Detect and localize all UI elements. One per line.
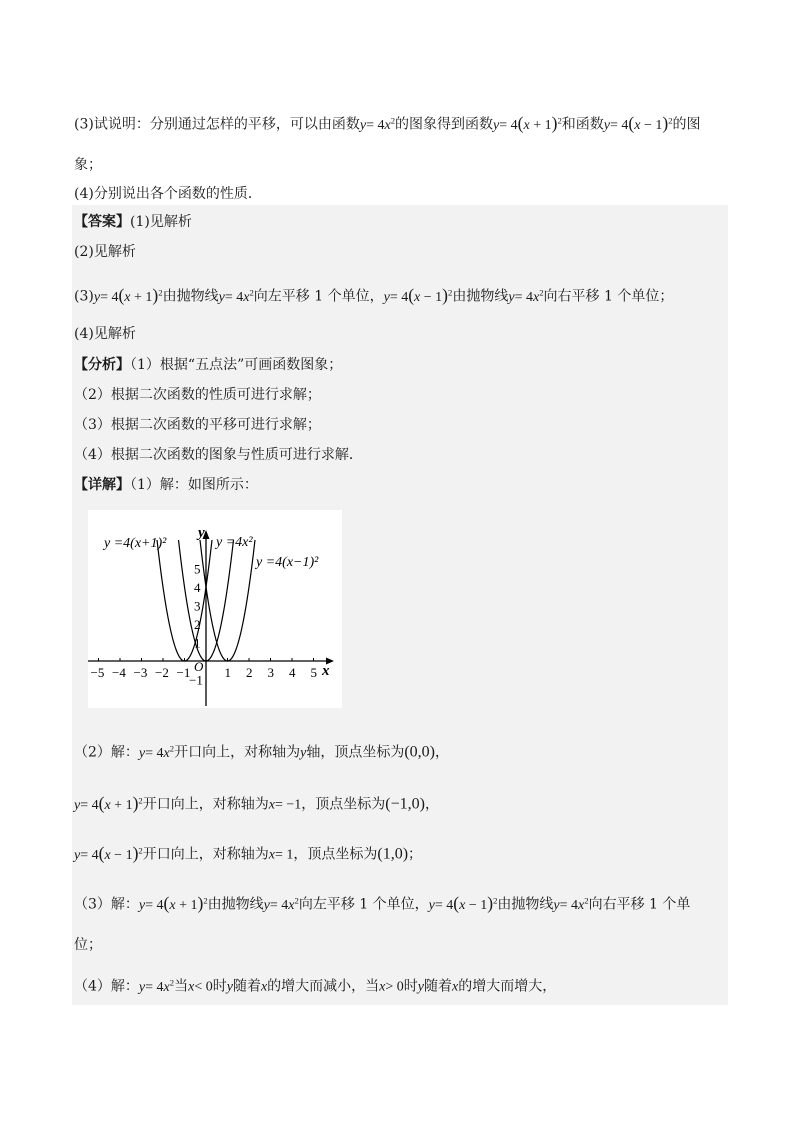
sol4-text-3: 随着 — [232, 978, 261, 995]
answer-line-2: (2)见解析 — [74, 244, 136, 260]
axis-x-neg1: x= −1 — [268, 797, 302, 813]
sol4-text-6: 随着 — [424, 978, 453, 995]
x-tick-label: 3 — [267, 665, 274, 680]
formula-4x2: $y= 4x^2$ — [138, 977, 175, 995]
x-tick-label: 5 — [310, 665, 317, 680]
answer-1: (1)见解析 — [130, 214, 192, 230]
formula-4x2: $y= 4x^2$ — [138, 743, 175, 761]
sol3-cont: 位； — [74, 937, 102, 953]
sol2-r3-end: ； — [408, 846, 423, 863]
formula-4-x-minus-1-sq: $y= 4(x - 1)^2$ — [428, 892, 498, 913]
x-tick-label: −1 — [176, 665, 191, 680]
q3-text-4: 的图 — [672, 116, 701, 133]
sol4-text-7: 的增大而增大， — [458, 978, 557, 995]
x-axis-label: x — [322, 663, 330, 679]
sol2-r2-end: ， — [424, 796, 439, 813]
y-tick-label: −1 — [189, 672, 203, 688]
detail-line-1 — [74, 475, 258, 495]
formula-4-x-minus-1-sq: $y= 4(x - 1)^2$ — [603, 112, 673, 133]
answer-line-4: (4)见解析 — [74, 326, 136, 342]
y-tick-label: 2 — [194, 617, 201, 632]
sol2-r2-text-1: 开口向上，对称轴为 — [142, 796, 269, 813]
formula-4x2: $y= 4x^2$ — [553, 895, 589, 913]
q3-text-1: (3)试说明：分别通过怎样的平移，可以由函数 — [74, 116, 360, 133]
sol2-r3-text-2: ，顶点坐标为 — [293, 846, 378, 863]
answer-tag: 【答案】 — [74, 214, 130, 230]
vertex-1-0: (1,0) — [377, 845, 409, 863]
answer-line-1 — [74, 212, 192, 232]
axis-x-pos1: x= 1 — [268, 847, 294, 863]
question-3-line — [74, 110, 701, 136]
q3-text-2: 的图象得到函数 — [395, 116, 494, 133]
var-x: x — [452, 979, 459, 995]
sol2-r2-text-2: ，顶点坐标为 — [301, 796, 386, 813]
vertex-neg1-0: (−1,0) — [385, 795, 425, 813]
formula-4x2: $y= 4x^2$ — [508, 287, 544, 305]
x-tick-label: 2 — [246, 665, 253, 680]
graph-svg — [88, 510, 342, 708]
y-tick-label: 4 — [194, 580, 201, 595]
formula-4-x-plus-1-sq: $y= 4(x + 1)^2$ — [93, 284, 163, 305]
origin-label: O — [194, 659, 204, 674]
sol3-text-2: 向左平移 1 个单位， — [298, 896, 429, 913]
x-tick-label: −4 — [112, 665, 126, 680]
x-tick-label: 1 — [224, 665, 231, 680]
vertex-0-0: (0,0) — [404, 743, 435, 761]
formula-4-x-plus-1-sq: $y= 4(x + 1)^2$ — [74, 792, 143, 813]
var-y: y — [300, 745, 307, 761]
x-tick-label: −3 — [133, 665, 148, 680]
sol2-r1-text-2: 轴，顶点坐标为 — [306, 744, 405, 761]
analysis-text-1: （1）根据“五点法”可画函数图象； — [130, 357, 343, 373]
y-axis-label: y — [198, 525, 205, 541]
label-4x2: y =4x² — [216, 535, 253, 550]
sol2-r1-text-1: 开口向上，对称轴为 — [174, 744, 301, 761]
label-4-x-plus-1-sq: y =4(x+1)² — [104, 536, 167, 551]
sol4-text-4: 的增大而减小，当 — [267, 978, 380, 995]
formula-4-x-minus-1-sq: $y= 4(x - 1)^2$ — [74, 842, 143, 863]
sol4-prefix: （4）解： — [74, 978, 139, 995]
x-tick-label: 4 — [289, 665, 296, 680]
sol2-prefix: （2）解： — [74, 744, 139, 761]
q3-text-3: 和函数 — [561, 116, 604, 133]
answer-3-text-1: 由抛物线 — [162, 288, 219, 305]
answer-line-3 — [74, 282, 673, 308]
detail-text-1: （1）解：如图所示： — [130, 477, 258, 493]
x-tick-label: −5 — [90, 665, 105, 680]
analysis-line-4: （4）根据二次函数的图象与性质可进行求解． — [74, 447, 363, 463]
analysis-tag: 【分析】 — [74, 357, 130, 373]
cond-x-gt-0: x> 0 — [379, 979, 404, 995]
sol4-text-5: 时 — [403, 978, 418, 995]
sol3-text-3: 由抛物线 — [497, 896, 554, 913]
sol3-prefix: （3）解： — [74, 896, 139, 913]
sol2-r1-end: ， — [434, 744, 449, 761]
x-tick-label: −2 — [155, 665, 169, 680]
var-y: y — [417, 979, 425, 995]
detail-tag: 【详解】 — [74, 477, 130, 493]
sol4-row-1 — [74, 972, 556, 998]
sol2-row-3 — [74, 840, 422, 866]
label-4-x-minus-1-sq: y =4(x−1)² — [256, 555, 319, 570]
var-x: x — [260, 979, 268, 995]
y-tick-label: 3 — [194, 598, 201, 614]
formula-4-x-plus-1-sq: $y= 4(x + 1)^2$ — [493, 112, 562, 133]
analysis-line-1 — [74, 355, 342, 375]
sol4-text-2: 时 — [212, 978, 227, 995]
question-3-cont: 象； — [74, 157, 102, 173]
sol3-row-1 — [74, 890, 690, 916]
analysis-line-3: （3）根据二次函数的平移可进行求解； — [74, 417, 321, 433]
formula-4-x-minus-1-sq: $y= 4(x - 1)^2$ — [383, 284, 453, 305]
sol4-text-1: 当 — [174, 978, 189, 995]
answer-3-text-2: 向左平移 1 个单位， — [253, 288, 384, 305]
analysis-line-2: （2）根据二次函数的性质可进行求解； — [74, 387, 321, 403]
answer-3-text-3: 由抛物线 — [452, 288, 509, 305]
y-tick-label: 5 — [194, 561, 201, 577]
sol2-r3-text-1: 开口向上，对称轴为 — [142, 846, 269, 863]
question-4-line: (4)分别说出各个函数的性质． — [74, 186, 262, 202]
sol3-text-1: 由抛物线 — [207, 896, 264, 913]
sol3-text-4: 向右平移 1 个单 — [588, 896, 691, 913]
sol2-row-1 — [74, 738, 449, 764]
parabola-graph — [88, 510, 342, 708]
answer-3-num: (3) — [74, 288, 94, 305]
cond-x-lt-0: x< 0 — [188, 979, 213, 995]
formula-4x2: $y= 4x^2$ — [263, 895, 299, 913]
answer-3-text-4: 向右平移 1 个单位； — [543, 288, 674, 305]
formula-4x2: $y= 4x^2$ — [359, 115, 396, 133]
sol2-row-2 — [74, 790, 439, 816]
var-y: y — [226, 979, 233, 995]
formula-4-x-plus-1-sq: $y= 4(x + 1)^2$ — [138, 892, 208, 913]
formula-4x2: $y= 4x^2$ — [218, 287, 254, 305]
y-tick-label: 1 — [194, 635, 201, 651]
